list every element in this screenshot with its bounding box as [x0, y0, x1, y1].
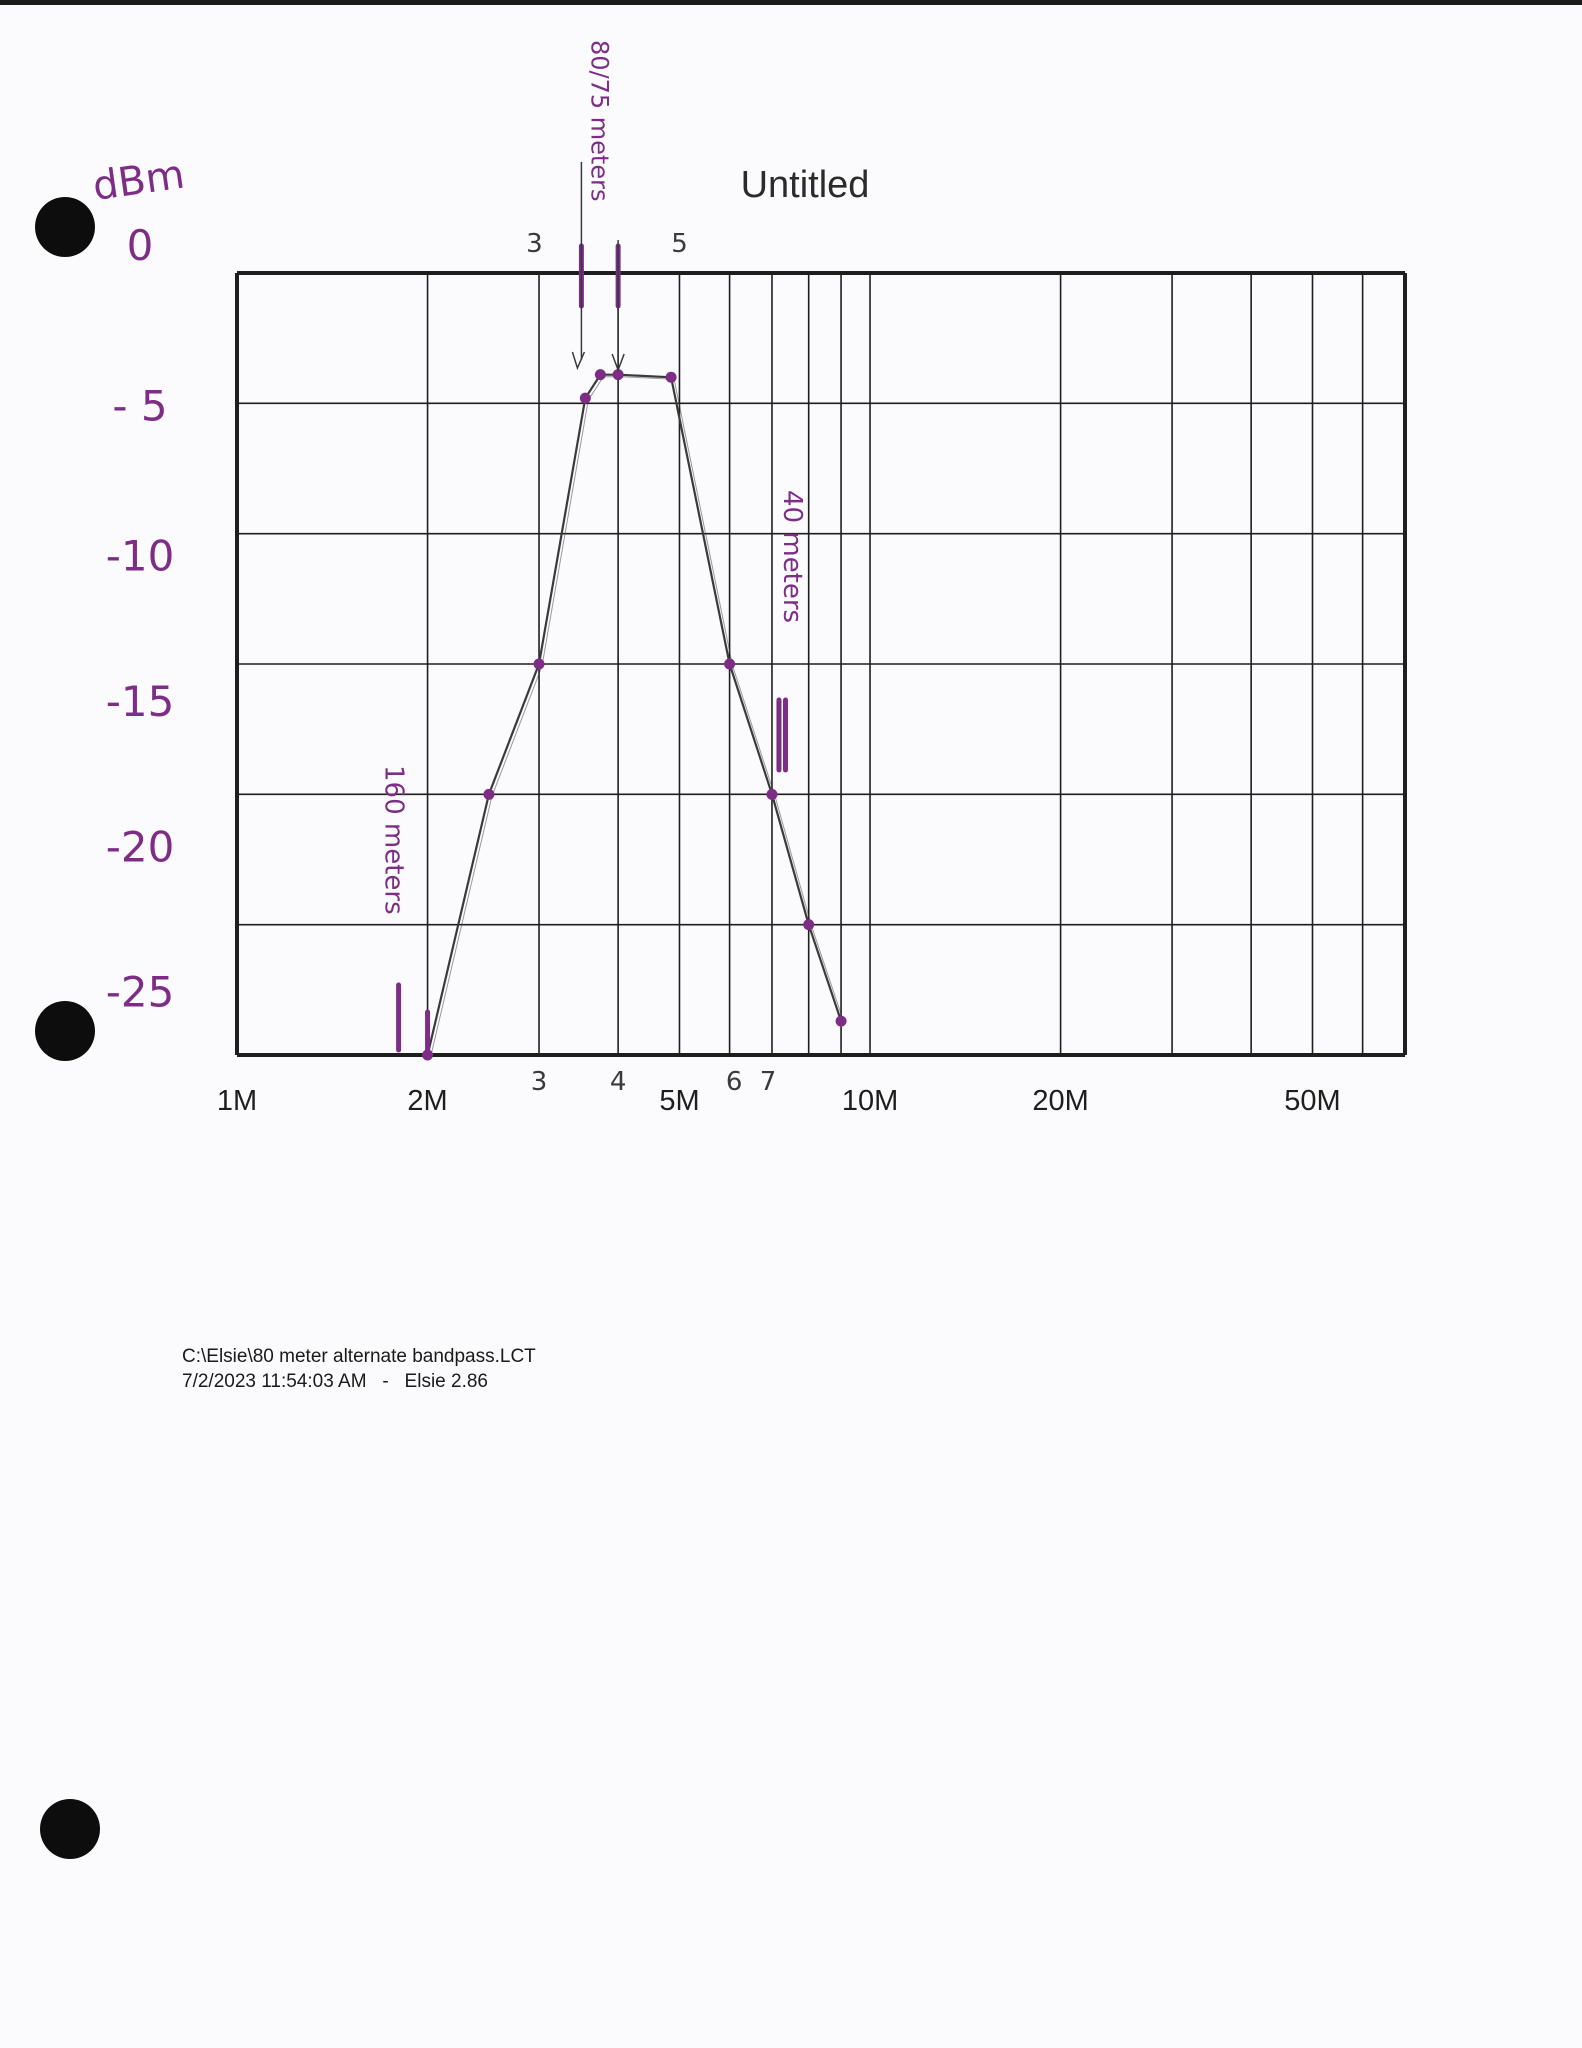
data-point [836, 1016, 847, 1027]
handwritten-x-tick: 7 [759, 1067, 777, 1097]
handwritten-y-tick-labels [106, 221, 175, 1017]
handwritten-y-tick: -15 [105, 677, 175, 726]
response-curve [428, 375, 844, 1057]
handwritten-y-tick: -20 [105, 822, 175, 872]
handwritten-y-tick: - 5 [112, 381, 168, 431]
data-point [580, 393, 591, 404]
print-timestamp: 7/2/2023 11:54:03 AM [182, 1371, 367, 1392]
handwritten-x-tick-labels [526, 229, 776, 1097]
data-point [766, 789, 777, 800]
x-tick-label: 5M [659, 1085, 700, 1117]
file-path: C:\Elsie\80 meter alternate bandpass.LCT [182, 1346, 536, 1367]
x-tick-labels [217, 1085, 1341, 1117]
handwritten-x-tick: 5 [671, 229, 688, 259]
handwritten-y-tick: -25 [105, 967, 175, 1017]
footer-separator: - [382, 1371, 389, 1392]
data-point [666, 372, 677, 383]
data-point [534, 659, 545, 670]
band-label-160m: 160 meters [378, 765, 409, 915]
response-line-sketch [431, 377, 844, 1057]
data-point [803, 919, 814, 930]
handwritten-y-tick: 0 [126, 221, 154, 270]
x-tick-label: 20M [1032, 1085, 1089, 1117]
punch-hole-bottom [40, 1799, 100, 1859]
handwritten-x-tick: 3 [526, 229, 543, 259]
handwritten-x-tick: 6 [725, 1067, 743, 1097]
handwritten-x-tick: 3 [530, 1067, 548, 1097]
data-point [483, 789, 494, 800]
band-label-40m: 40 meters [776, 490, 807, 624]
print-info [182, 1371, 488, 1393]
handwritten-x-tick: 4 [609, 1067, 627, 1097]
arrow-icon [572, 352, 584, 368]
x-tick-label: 1M [216, 1085, 258, 1117]
x-tick-label: 10M [841, 1085, 899, 1117]
chart-title: Untitled [740, 164, 870, 206]
x-tick-label: 2M [407, 1085, 448, 1117]
chart-grid [237, 273, 1405, 1055]
handwritten-y-axis-label: dBm [89, 151, 188, 210]
data-point [595, 369, 606, 380]
handwritten-y-tick: -10 [105, 531, 175, 581]
band-label-80-75m: 80/75 meters [585, 40, 614, 202]
app-version: Elsie 2.86 [404, 1371, 488, 1392]
x-tick-label: 50M [1284, 1085, 1341, 1117]
plotted-points [422, 369, 847, 1060]
data-point [724, 659, 735, 670]
